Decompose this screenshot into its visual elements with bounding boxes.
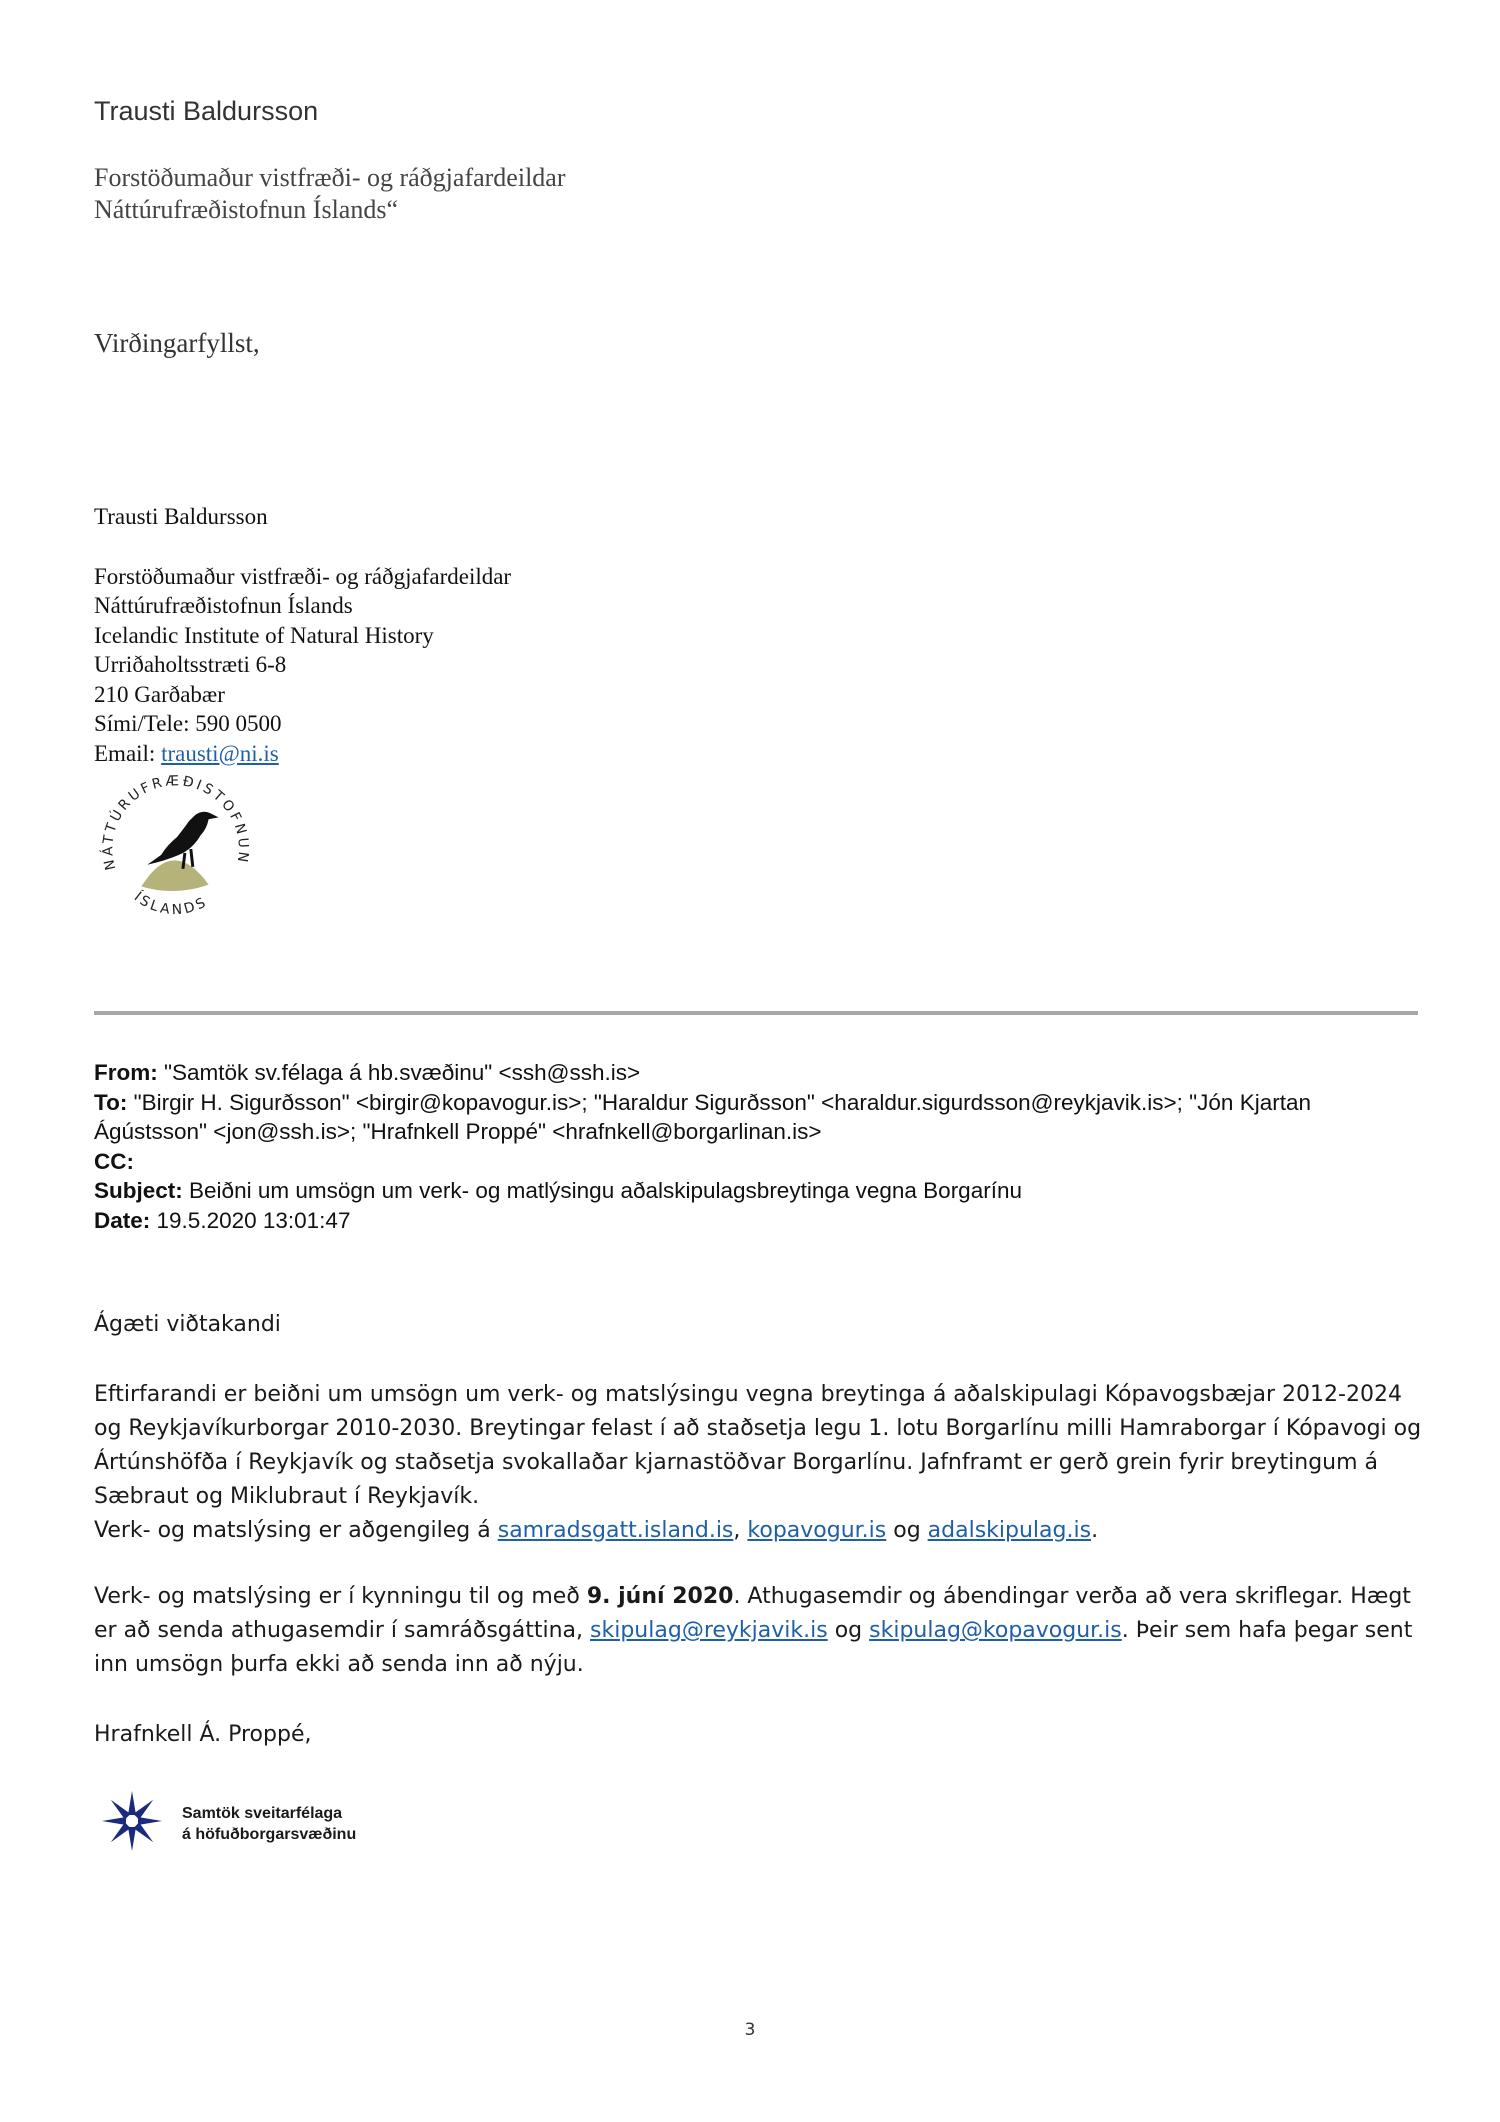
to-row [94, 1088, 1424, 1147]
from-row [94, 1058, 1424, 1088]
links-prefix: Verk- og matslýsing er aðgengileg á [94, 1518, 498, 1543]
link-separator: , [733, 1518, 748, 1543]
signature-block [94, 502, 511, 768]
signature-title-line: Náttúrufræðistofnun Íslands“ [94, 195, 399, 224]
closing-salutation: Virðingarfyllst, [94, 328, 260, 358]
signature-line: Náttúrufræðistofnun Íslands [94, 593, 353, 618]
date-label: Date: [94, 1207, 151, 1233]
sign-off: Hrafnkell Á. Proppé, [94, 1722, 312, 1747]
signature-line: Icelandic Institute of Natural History [94, 622, 434, 648]
to-value: "Birgir H. Sigurðsson" <birgir@kopavogur.is>; "Haraldur Sigurðsson" <haraldur.sigurdsson@reykjavik.is>; "Jón Kjartan Ágústsson" <jon@ssh.is>; "Hrafnkell Proppé" <hrafnkell@borgarlinan.is> [94, 1089, 1311, 1144]
paragraph-1-links-line [94, 1514, 1424, 1548]
subject-value: Beiðni um umsögn um verk- og matlýsingu aðalskipulagsbreytinga vegna Borgarínu [189, 1178, 1022, 1203]
svg-text:ÍSLANDS [131, 888, 211, 918]
ssh-logo-line1: Samtök sveitarfélaga [182, 1805, 343, 1822]
link-skipulag-kopavogur[interactable]: skipulag@kopavogur.is [869, 1618, 1122, 1643]
signature-name: Trausti Baldursson [94, 504, 268, 529]
paragraph-1 [94, 1378, 1424, 1548]
signature-line: Urriðaholtsstræti 6-8 [94, 652, 287, 677]
page-number: 3 [744, 2020, 756, 2040]
signature-line: Forstöðumaður vistfræði- og ráðgjafardeildar [94, 563, 512, 589]
from-label: From: [94, 1060, 158, 1085]
deadline-date: 9. júní 2020 [586, 1584, 734, 1609]
date-value: 19.5.2020 13:01:47 [156, 1207, 351, 1233]
cc-label: CC: [94, 1148, 134, 1174]
link-samradsgatt[interactable]: samradsgatt.island.is [497, 1518, 734, 1543]
link-kopavogur[interactable]: kopavogur.is [747, 1518, 887, 1543]
link-skipulag-reykjavik[interactable]: skipulag@reykjavik.is [590, 1618, 828, 1643]
link-adalskipulag[interactable]: adalskipulag.is [927, 1518, 1092, 1543]
paragraph-2 [94, 1580, 1424, 1682]
email-header [94, 1058, 1424, 1235]
link-separator: og [827, 1618, 870, 1643]
paragraph-1-text: Eftirfarandi er beiðni um umsögn um verk- og matslýsingu vegna breytinga á aðalskipulagi Kópavogsbæjar 2012-2024 og Reykjavíkurborgar 2010-2030. Breytingar felast í að staðsetja legu 1. lotu Borgarlínu milli Hamraborgar í Kópavogi og Ártúnshöfða í Reykjavík og staðsetja svokallaðar kjarnastöðvar Borgarlínu. Jafnframt er gerð grein fyrir breytingum á Sæbraut og Miklubraut í Reykjavík. [94, 1382, 1422, 1509]
from-value: "Samtök sv.félaga á hb.svæðinu" <ssh@ssh.is> [164, 1060, 641, 1085]
para2-end: . Þeir sem hafa þegar sent inn umsögn þurfa ekki að senda inn að nýju. [94, 1618, 1413, 1677]
signature-name-top: Trausti Baldursson [94, 96, 319, 126]
logo-text-top: NÁTTÚRUFRÆÐISTOFNUN [100, 773, 252, 872]
greeting: Ágæti viðtakandi [94, 1312, 281, 1337]
date-row [94, 1206, 1424, 1236]
signature-line: 210 Garðabær [94, 681, 225, 707]
email-link[interactable]: trausti@ni.is [161, 740, 279, 766]
separator-line [94, 1011, 1418, 1015]
sentence-end: . [1091, 1518, 1099, 1543]
logo-text-bottom: ÍSLANDS [130, 888, 211, 919]
para2-prefix: Verk- og matslýsing er í kynningu til og með [94, 1584, 587, 1609]
raven-icon [147, 812, 218, 869]
hill-shape [141, 860, 208, 891]
email-label: Email: [94, 740, 156, 766]
ni-logo [86, 758, 264, 936]
para2-middle: . Athugasemdir og ábendingar verða að vera skriflegar. Hægt er að senda athugasemdir í samráðsgáttina, [94, 1584, 1411, 1643]
signature-title-top [94, 162, 566, 226]
subject-row [94, 1176, 1424, 1206]
svg-text:NÁTTÚRUFRÆÐISTOFNUN [99, 773, 251, 871]
ssh-logo-line2: á höfuðborgarsvæðinu [182, 1826, 357, 1843]
ssh-logo [94, 1786, 434, 1856]
snowflake-icon [102, 1791, 162, 1851]
subject-label: Subject: [94, 1178, 183, 1203]
signature-title-line: Forstöðumaður vistfræði- og ráðgjafardeildar [94, 163, 566, 192]
to-label: To: [94, 1089, 128, 1115]
link-separator: og [886, 1518, 928, 1543]
signature-line: Sími/Tele: 590 0500 [94, 711, 282, 736]
cc-row [94, 1147, 1424, 1177]
